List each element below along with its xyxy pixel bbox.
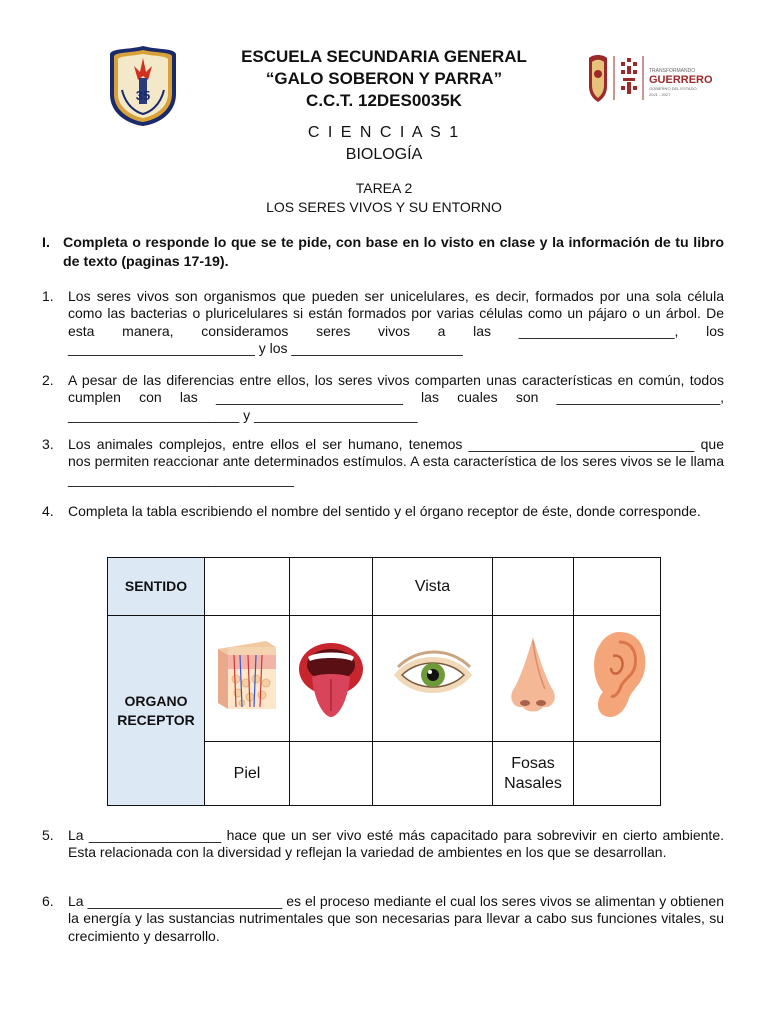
question-text: Los seres vivos son organismos que pueden ser unicelulares, es decir, formados por una sola célula como las bacterias o pluricelulares si están formados por varias células como un pájaro o un árbol. De esta manera, consideramos seres vivos a las ____________________, los ________________________ y los ______________________ [68, 288, 724, 356]
sense-cell[interactable] [290, 558, 373, 616]
row-label-sense: SENTIDO [108, 558, 205, 616]
question-text: La _________________________ es el proceso mediante el cual los seres vivos se alimentan y obtienen la energía y las sustancias nutrimentales que son necesarias para llevar a cabo sus funciones vitales, su crecimiento y desarrollo. [68, 893, 724, 944]
organ-name-cell[interactable]: Piel [205, 742, 290, 806]
brand-text: GUERRERO [649, 74, 713, 86]
question-number: 2. [42, 372, 54, 388]
senses-table [107, 557, 661, 806]
organ-name-cell[interactable]: Fosas Nasales [493, 742, 574, 806]
sense-cell[interactable] [574, 558, 661, 616]
organ-name-cell[interactable] [574, 742, 661, 806]
question-text: La _________________ hace que un ser vivo esté más capacitado para sobrevivir en cierto ambiente. Esta relacionada con la diversidad y reflejan la variedad de ambientes en los que se desarrollan. [68, 827, 724, 861]
organ-image-cell [205, 616, 290, 742]
organ-name-cell[interactable] [373, 742, 493, 806]
question-number: 1. [42, 288, 54, 304]
discipline-title: BIOLOGÍA [345, 146, 423, 163]
school-name: ESCUELA SECUNDARIA GENERAL [241, 47, 527, 66]
svg-text:35: 35 [135, 88, 151, 103]
question-number: 6. [42, 893, 54, 909]
question-text: A pesar de las diferencias entre ellos, los seres vivos comparten unas características en común, todos cumplen con las ________________________ las cuales son _____________________, ______________________ y _____________________ [68, 372, 724, 423]
subject-title: C I E N C I A S 1 [307, 124, 461, 141]
organ-image-cell [574, 616, 661, 742]
organ-image-cell [373, 616, 493, 742]
instructions-text: Completa o responde lo que se te pide, con base en lo visto en clase y la información de tu libro de texto (paginas 17-19). [63, 235, 724, 270]
question-number: 4. [42, 503, 54, 519]
instructions-number: I. [42, 235, 50, 251]
guerrero-government-logo [585, 52, 713, 104]
organ-image-cell [493, 616, 574, 742]
question-text: Los animales complejos, entre ellos el ser humano, tenemos _____________________________ que nos permiten reaccionar ante determinados estímulos. A esta característica de los seres vivos se le llama _____________________________ [68, 436, 724, 487]
topic-title: LOS SERES VIVOS Y SU ENTORNO [266, 199, 502, 215]
question-number: 5. [42, 827, 54, 843]
brand-sub-text: GOBIERNO DEL ESTADO [649, 86, 697, 91]
eye-icon [388, 641, 478, 711]
nose-icon [503, 631, 563, 721]
school-subname: “GALO SOBERON Y PARRA” [265, 69, 503, 88]
school-cct: C.C.T. 12DES0035K [306, 91, 462, 110]
ear-icon [585, 628, 649, 724]
tongue-icon [296, 631, 366, 721]
sense-cell[interactable] [493, 558, 574, 616]
task-title: TAREA 2 [355, 180, 413, 196]
sense-cell[interactable]: Vista [373, 558, 493, 616]
question-number: 3. [42, 436, 54, 452]
sense-cell[interactable] [205, 558, 290, 616]
skin-icon [214, 637, 280, 715]
row-label-organ: ORGANO RECEPTOR [108, 616, 205, 806]
question-text: Completa la tabla escribiendo el nombre del sentido y el órgano receptor de éste, donde corresponde. [68, 503, 701, 519]
brand-years-text: 2021 - 2027 [649, 92, 671, 97]
organ-name-cell[interactable] [290, 742, 373, 806]
organ-image-cell [290, 616, 373, 742]
brand-small-text: TRANSFORMANDO [649, 68, 696, 74]
